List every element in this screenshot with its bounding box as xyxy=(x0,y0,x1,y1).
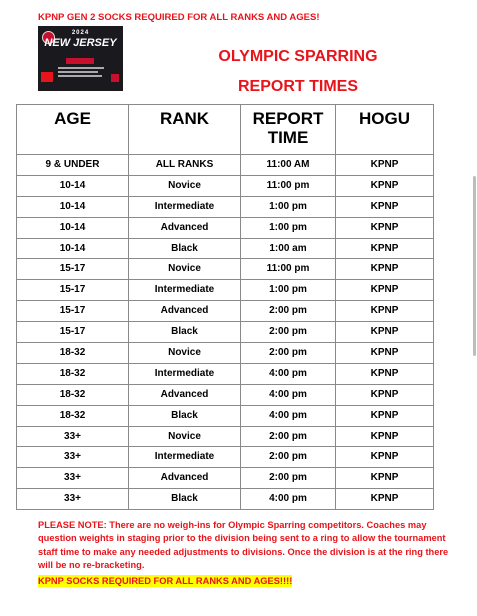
table-row xyxy=(17,489,434,510)
cell-hogu: KPNP xyxy=(336,155,434,176)
cell-age: 18-32 xyxy=(17,405,129,426)
cell-report-time: 2:00 pm xyxy=(241,322,336,343)
cell-age: 10-14 xyxy=(17,196,129,217)
cell-hogu: KPNP xyxy=(336,405,434,426)
cell-age: 10-14 xyxy=(17,217,129,238)
socks-notice-highlight: KPNP SOCKS REQUIRED FOR ALL RANKS AND AGES!!!! xyxy=(38,576,293,586)
table-row xyxy=(17,426,434,447)
cell-rank: Black xyxy=(129,405,241,426)
cell-rank: Intermediate xyxy=(129,447,241,468)
cell-hogu: KPNP xyxy=(336,322,434,343)
logo-info-line xyxy=(58,75,102,77)
cell-rank: Advanced xyxy=(129,301,241,322)
table-row xyxy=(17,447,434,468)
cell-report-time: 4:00 pm xyxy=(241,384,336,405)
cell-age: 15-17 xyxy=(17,322,129,343)
table-row xyxy=(17,175,434,196)
cell-report-time: 4:00 pm xyxy=(241,489,336,510)
header-report-time xyxy=(241,105,336,155)
cell-hogu: KPNP xyxy=(336,468,434,489)
table-row xyxy=(17,280,434,301)
cell-rank: Black xyxy=(129,238,241,259)
cell-report-time: 1:00 pm xyxy=(241,196,336,217)
cell-report-time: 2:00 pm xyxy=(241,468,336,489)
logo-info-line xyxy=(58,67,104,69)
table-row xyxy=(17,322,434,343)
cell-rank: Novice xyxy=(129,259,241,280)
cell-hogu: KPNP xyxy=(336,280,434,301)
table-row xyxy=(17,468,434,489)
cell-age: 18-32 xyxy=(17,384,129,405)
cell-report-time: 2:00 pm xyxy=(241,447,336,468)
cell-report-time: 2:00 pm xyxy=(241,426,336,447)
cell-rank: Novice xyxy=(129,175,241,196)
header-rank: RANK xyxy=(129,105,241,155)
page-title-line1: OLYMPIC SPARRING xyxy=(218,48,378,65)
cell-hogu: KPNP xyxy=(336,489,434,510)
table-row xyxy=(17,196,434,217)
table-row xyxy=(17,238,434,259)
cell-rank: Novice xyxy=(129,343,241,364)
cell-rank: Novice xyxy=(129,426,241,447)
cell-rank: Advanced xyxy=(129,384,241,405)
cell-age: 9 & UNDER xyxy=(17,155,129,176)
header-age: AGE xyxy=(17,105,129,155)
cell-hogu: KPNP xyxy=(336,175,434,196)
table-row xyxy=(17,343,434,364)
cell-rank: Intermediate xyxy=(129,196,241,217)
table-header-row xyxy=(17,105,434,155)
cell-hogu: KPNP xyxy=(336,363,434,384)
cell-age: 33+ xyxy=(17,447,129,468)
table-row xyxy=(17,155,434,176)
cell-hogu: KPNP xyxy=(336,217,434,238)
header-hogu: HOGU xyxy=(336,105,434,155)
cell-age: 10-14 xyxy=(17,175,129,196)
table-row xyxy=(17,301,434,322)
cell-age: 33+ xyxy=(17,468,129,489)
cell-hogu: KPNP xyxy=(336,426,434,447)
date-badge-icon xyxy=(41,72,53,82)
table-body xyxy=(17,155,434,510)
header-report-time-line2: TIME xyxy=(267,128,309,147)
cell-hogu: KPNP xyxy=(336,238,434,259)
cell-hogu: KPNP xyxy=(336,447,434,468)
cell-rank: Intermediate xyxy=(129,280,241,301)
cell-report-time: 11:00 AM xyxy=(241,155,336,176)
cell-age: 33+ xyxy=(17,426,129,447)
cell-rank: Advanced xyxy=(129,468,241,489)
table-row xyxy=(17,363,434,384)
top-notice: KPNP GEN 2 SOCKS REQUIRED FOR ALL RANKS AND AGES! xyxy=(38,12,320,23)
cell-report-time: 2:00 pm xyxy=(241,301,336,322)
cell-rank: Intermediate xyxy=(129,363,241,384)
sponsor-mark-icon xyxy=(111,74,119,82)
logo-name: NEW JERSEY xyxy=(44,37,117,49)
table-row xyxy=(17,384,434,405)
cell-report-time: 11:00 pm xyxy=(241,175,336,196)
cell-report-time: 4:00 pm xyxy=(241,363,336,384)
scrollbar[interactable] xyxy=(471,0,477,616)
cell-hogu: KPNP xyxy=(336,343,434,364)
cell-age: 18-32 xyxy=(17,343,129,364)
table-row xyxy=(17,217,434,238)
cell-age: 18-32 xyxy=(17,363,129,384)
header-report-time-line1: REPORT xyxy=(252,109,324,128)
cell-hogu: KPNP xyxy=(336,301,434,322)
cell-report-time: 2:00 pm xyxy=(241,343,336,364)
report-times-table xyxy=(16,104,434,510)
cell-age: 33+ xyxy=(17,489,129,510)
logo-year: 2024 xyxy=(71,30,90,36)
cell-report-time: 1:00 pm xyxy=(241,217,336,238)
cell-age: 15-17 xyxy=(17,280,129,301)
cell-report-time: 1:00 pm xyxy=(241,280,336,301)
cell-report-time: 4:00 pm xyxy=(241,405,336,426)
logo-ribbon xyxy=(66,58,94,64)
cell-age: 10-14 xyxy=(17,238,129,259)
event-logo xyxy=(38,26,123,91)
cell-age: 15-17 xyxy=(17,301,129,322)
cell-hogu: KPNP xyxy=(336,384,434,405)
cell-report-time: 1:00 am xyxy=(241,238,336,259)
cell-hogu: KPNP xyxy=(336,259,434,280)
cell-age: 15-17 xyxy=(17,259,129,280)
table-row xyxy=(17,405,434,426)
cell-rank: Advanced xyxy=(129,217,241,238)
cell-report-time: 11:00 pm xyxy=(241,259,336,280)
table-row xyxy=(17,259,434,280)
cell-rank: Black xyxy=(129,489,241,510)
scrollbar-thumb[interactable] xyxy=(473,176,476,356)
logo-info-line xyxy=(58,71,98,73)
please-note-text: PLEASE NOTE: There are no weigh-ins for Olympic Sparring competitors. Coaches may question weights in staging prior to the division being sent to a ring to allow the tournament staff time to make any needed adjustments to divisions. Once the division is at the ring there will be no re-bracketing. xyxy=(38,520,449,570)
cell-hogu: KPNP xyxy=(336,196,434,217)
page-title-line2: REPORT TIMES xyxy=(237,78,358,95)
cell-rank: Black xyxy=(129,322,241,343)
cell-rank: ALL RANKS xyxy=(129,155,241,176)
